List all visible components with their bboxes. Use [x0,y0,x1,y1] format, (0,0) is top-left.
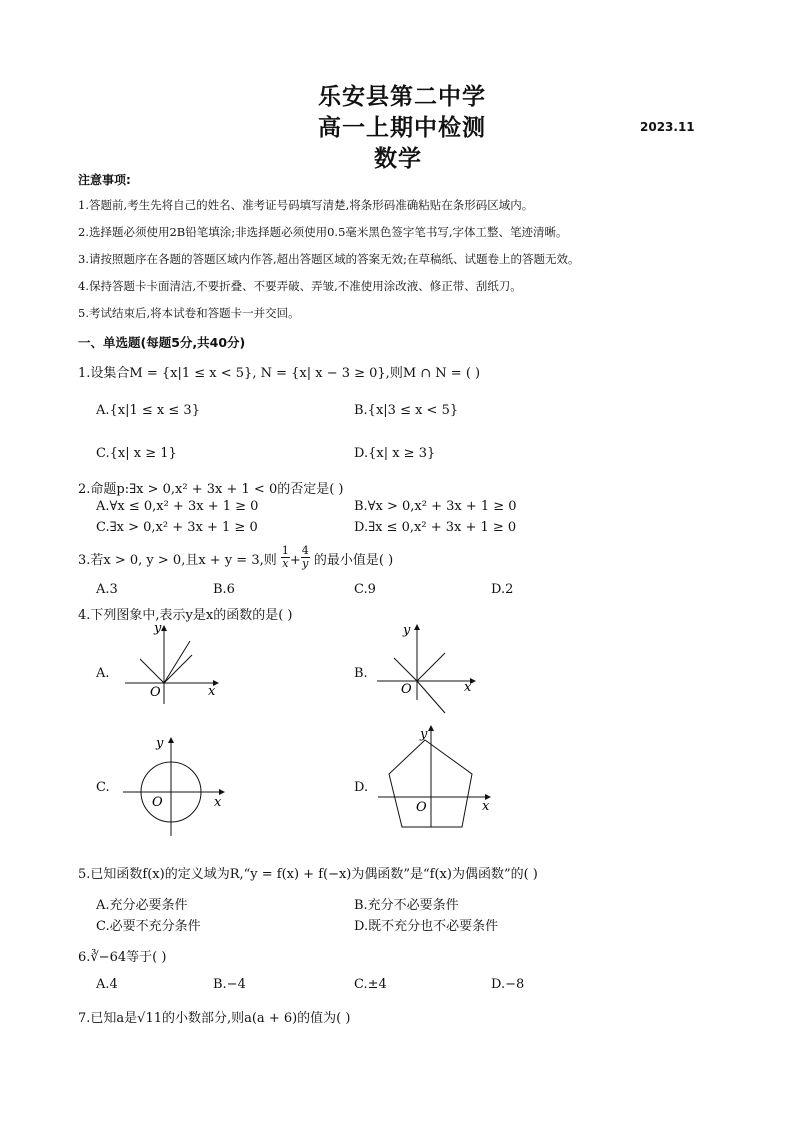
q5-option-d: D.既不充分也不必要条件 [354,919,499,934]
origin-label: O [152,795,163,810]
q3-fraction-2 [301,545,310,570]
x-label: x [464,680,472,695]
graph-line [164,641,190,683]
school-name: 乐安县第二中学 [318,84,486,110]
q5-option-c: C.必要不充分条件 [96,919,201,934]
q3-stem-suffix: 的最小值是( ) [313,553,394,568]
exam-date: 2023.11 [640,120,695,134]
subject-title: 数学 [374,146,422,172]
q3-fraction-1 [281,545,290,570]
note-item: 1.答题前,考生先将自己的姓名、准考证号码填写清楚,将条形码准确粘贴在条形码区域内。 [78,198,534,212]
section-heading: 一、单选题(每题5分,共40分) [78,335,246,350]
q1-option-b: B.{x|3 ≤ x < 5} [354,403,459,418]
q3-option-c: C.9 [354,582,376,597]
fraction-numerator: 1 [281,544,289,557]
q3-option-b: B.6 [213,582,235,597]
graph-line [140,659,164,683]
graph-line [417,653,445,681]
y-label: y [420,727,428,742]
graph-line [164,655,192,683]
q6-option-d: D.−8 [491,977,525,992]
q6-option-b: B.−4 [213,977,246,992]
q6-option-a: A.4 [96,977,118,992]
note-item: 2.选择题必须使用2B铅笔填涂;非选择题必须使用0.5毫米黑色签字笔书写,字体工整、笔迹清晰。 [78,225,568,239]
q1-option-d: D.{x| x ≥ 3} [354,446,436,461]
fraction-numerator: 4 [301,544,309,557]
plus-sign: + [289,553,301,568]
x-label: x [208,684,216,699]
origin-label: O [150,685,161,700]
question-6-stem: 6.∛−64等于( ) [78,950,167,965]
q3-stem-prefix: 3.若x > 0, y > 0,且x + y = 3,则 [78,553,277,568]
question-3-stem [78,544,394,570]
question-4-stem: 4.下列图象中,表示y是x的函数的是( ) [78,608,293,623]
notes-heading: 注意事项: [78,173,131,187]
question-2-stem: 2.命题p:∃x > 0,x² + 3x + 1 < 0的否定是( ) [78,482,344,497]
question-5-stem: 5.已知函数f(x)的定义域为R,“y = f(x) + f(−x)为偶函数”是“f(x)为偶函数”的( ) [78,867,538,882]
graph-c [120,732,232,840]
graph-d [372,722,496,832]
x-label: x [214,795,222,810]
q4-option-d: D. [354,780,369,795]
origin-label: O [416,800,427,815]
graph-a [120,618,225,708]
origin-label: O [401,682,412,697]
q1-option-a: A.{x|1 ≤ x ≤ 3} [96,403,200,418]
x-label: x [482,799,490,814]
graph-b [372,620,482,720]
q4-option-a: A. [96,666,110,681]
note-item: 5.考试结束后,将本试卷和答题卡一并交回。 [78,306,300,320]
q3-option-a: A.3 [96,582,118,597]
question-7-stem: 7.已知a是√11的小数部分,则a(a + 6)的值为( ) [78,1011,351,1026]
y-label: y [403,623,411,638]
graph-line [394,658,417,681]
graph-line [417,681,445,713]
fraction-denominator: x [282,557,289,570]
note-item: 3.请按照题序在各题的答题区域内作答,超出答题区域的答案无效;在草稿纸、试题卷上的答题无效。 [78,252,580,266]
q2-option-d: D.∃x ≤ 0,x² + 3x + 1 ≥ 0 [354,520,517,535]
q6-option-c: C.±4 [354,977,387,992]
q4-option-c: C. [96,780,110,795]
q5-option-b: B.充分不必要条件 [354,898,459,913]
exam-title: 高一上期中检测 [318,115,486,141]
y-label: y [154,621,162,636]
question-1-stem: 1.设集合M = {x|1 ≤ x < 5}, N = {x| x − 3 ≥ 0},则M ∩ N = ( ) [78,366,481,381]
q3-option-d: D.2 [491,582,514,597]
fraction-denominator: y [302,557,309,570]
q2-option-a: A.∀x ≤ 0,x² + 3x + 1 ≥ 0 [96,499,259,514]
q2-option-b: B.∀x > 0,x² + 3x + 1 ≥ 0 [354,499,517,514]
q5-option-a: A.充分必要条件 [96,898,188,913]
note-item: 4.保持答题卡卡面清洁,不要折叠、不要弄破、弄皱,不准使用涂改液、修正带、刮纸刀。 [78,279,522,293]
q1-option-c: C.{x| x ≥ 1} [96,446,177,461]
y-label: y [156,736,164,751]
q2-option-c: C.∃x > 0,x² + 3x + 1 ≥ 0 [96,520,258,535]
q4-option-b: B. [354,666,368,681]
